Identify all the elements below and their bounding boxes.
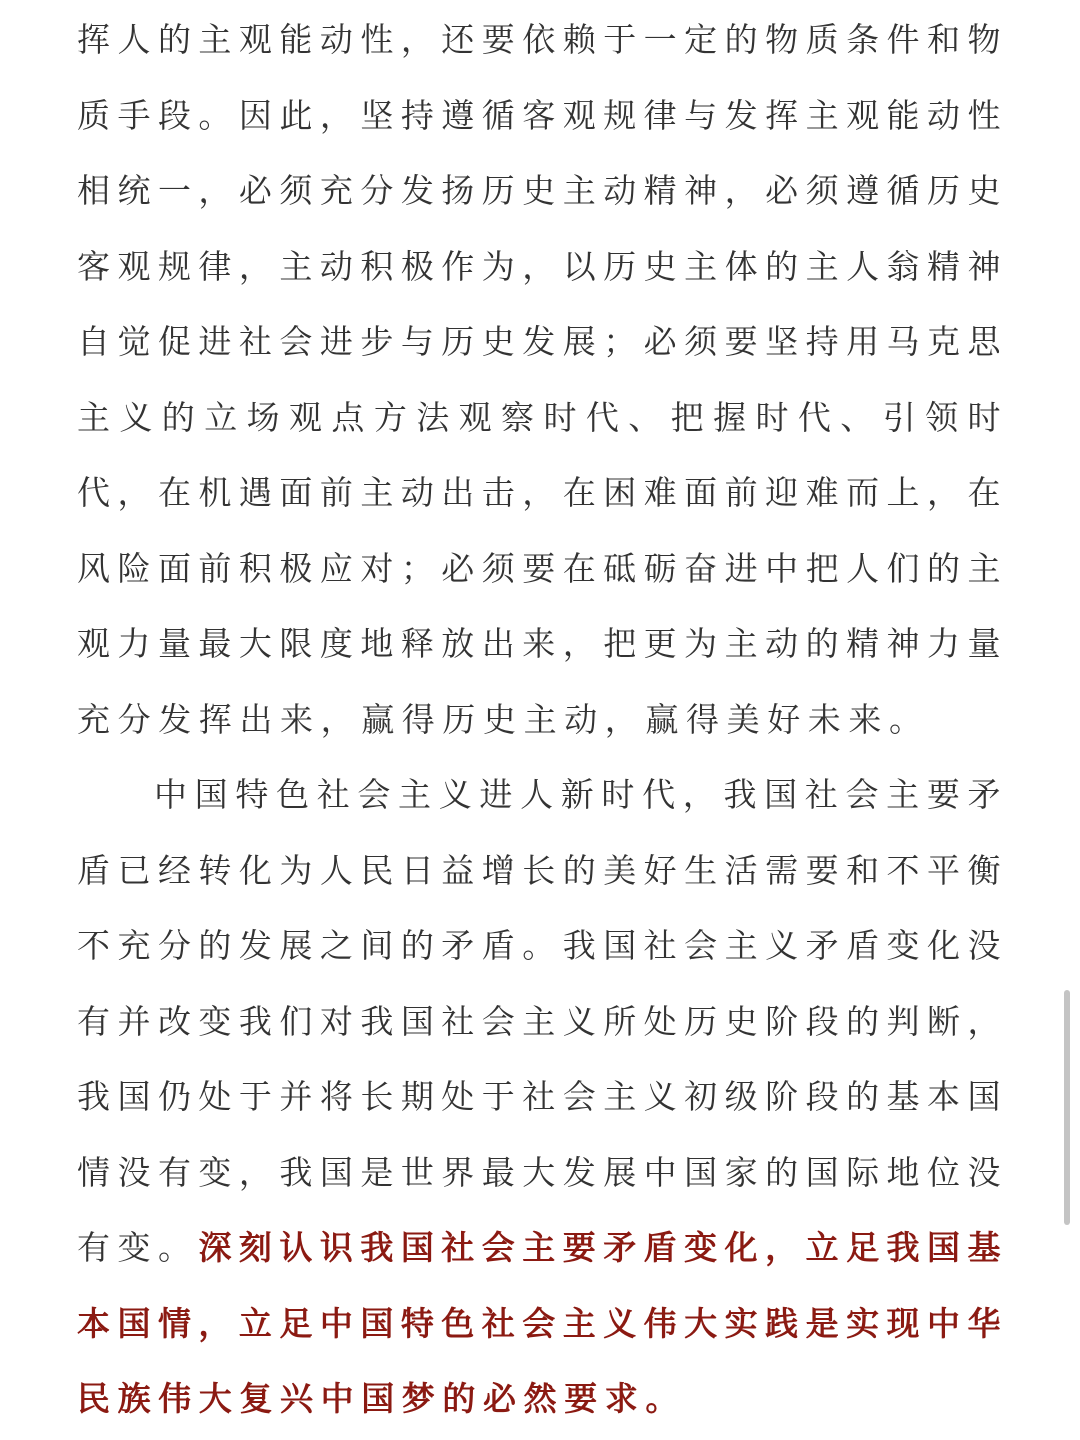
text-line: 挥人的主观能动性，还要依赖于一定的物质条件和物: [77, 20, 1001, 59]
text-line: 盾已经转化为人民日益增长的美好生活需要和不平衡: [77, 850, 1001, 890]
text-line: 充分发挥出来，赢得历史主动，赢得美好未来。: [77, 699, 930, 739]
highlighted-text: 深刻认识我国社会主要矛盾变化，立足我国基: [198, 1228, 1001, 1267]
text-line: 中国特色社会主义进人新时代，我国社会主要矛: [154, 775, 1001, 814]
highlighted-text-line: 本国情，立足中国特色社会主义伟大实践是实现中华: [77, 1303, 1001, 1343]
text-line: 不充分的发展之间的矛盾。我国社会主义矛盾变化没: [77, 926, 1001, 965]
text-line: 客观规律，主动积极作为，以历史主体的主人翁精神: [77, 246, 1001, 286]
text-line: 相统一，必须充分发扬历史主动精神，必须遵循历史: [77, 171, 1001, 210]
scrollbar-thumb[interactable]: [1064, 990, 1070, 1225]
text-line-mixed: [77, 1210, 1001, 1286]
text-line: 情没有变，我国是世界最大发展中国家的国际地位没: [77, 1152, 1001, 1192]
text-line: 有并改变我们对我国社会主义所处历史阶段的判断，: [77, 1001, 1001, 1041]
text-line: 质手段。因此，坚持遵循客观规律与发挥主观能动性: [77, 95, 1001, 135]
text-line: 主义的立场观点方法观察时代、把握时代、引领时: [77, 397, 1001, 437]
text-line: 自觉促进社会进步与历史发展；必须要坚持用马克思: [77, 322, 1001, 361]
paragraph-2: [77, 757, 1001, 1437]
highlighted-text-line: 民族伟大复兴中国梦的必然要求。: [77, 1379, 686, 1418]
text-line: 我国仍处于并将长期处于社会主义初级阶段的基本国: [77, 1077, 1001, 1116]
text-line: 观力量最大限度地释放出来，把更为主动的精神力量: [77, 624, 1001, 663]
text-line: 代，在机遇面前主动出击，在困难面前迎难而上，在: [77, 473, 1001, 512]
article-body: [77, 2, 1001, 1437]
text-line: 风险面前积极应对；必须要在砥砺奋进中把人们的主: [77, 548, 1001, 588]
paragraph-1: [77, 2, 1001, 757]
text-segment: 有变。: [77, 1228, 199, 1267]
